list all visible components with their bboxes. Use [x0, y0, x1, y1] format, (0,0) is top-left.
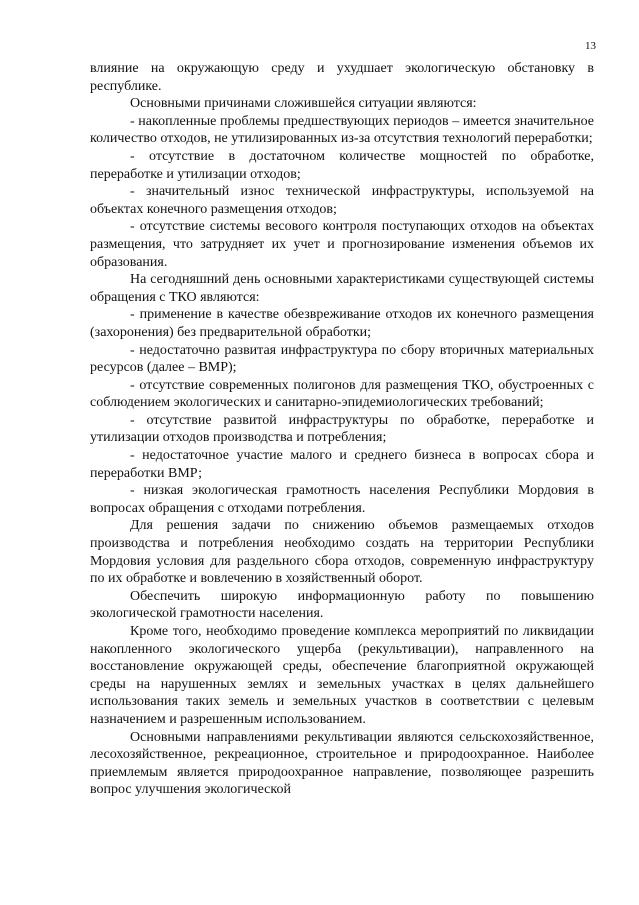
paragraph: Обеспечить широкую информационную работу по повышению экологической грамотности населения. — [90, 588, 594, 622]
list-item: - отсутствие системы весового контроля поступающих отходов на объектах размещения, что затрудняет их учет и прогнозирование изменения объемов их образования. — [90, 219, 594, 270]
list-item: - низкая экологическая грамотность населения Республики Мордовия в вопросах обращения с отходами потребления. — [90, 483, 594, 516]
list-item: - отсутствие развитой инфраструктуры по обработке, переработке и утилизации отходов производства и потребления; — [90, 412, 594, 446]
paragraph: Для решения задачи по снижению объемов размещаемых отходов производства и потребления необходимо создать на территории Республики Мордовия условия для раздельного сбора отходов, современную инфраструктуру по их обработке и вовлечению в хозяйственный оборот. — [90, 518, 594, 587]
paragraph: влияние на окружающую среду и ухудшает экологическую обстановку в республике. — [90, 61, 594, 94]
list-item: - накопленные проблемы предшествующих периодов – имеется значительное количество отходов, не утилизированных из-за отсутствия технологий переработки; — [90, 113, 594, 147]
page-number: 13 — [585, 40, 596, 52]
paragraph: На сегодняшний день основными характеристиками существующей системы обращения с ТКО являются: — [90, 272, 594, 305]
list-item: - отсутствие современных полигонов для размещения ТКО, обустроенных с соблюдением экологических и санитарно-эпидемиологических требований; — [90, 377, 594, 411]
list-item: - отсутствие в достаточном количестве мощностей по обработке, переработке и утилизации отходов; — [90, 148, 594, 182]
list-item: - значительный износ технической инфраструктуры, используемой на объектах конечного размещения отходов; — [90, 184, 594, 217]
list-item: - применение в качестве обезвреживание отходов их конечного размещения (захоронения) без предварительной обработки; — [90, 307, 594, 340]
paragraph: Основными причинами сложившейся ситуации являются: — [130, 96, 477, 112]
list-item: - недостаточно развитая инфраструктура по сбору вторичных материальных ресурсов (далее – ВМР); — [90, 342, 594, 376]
list-item: - недостаточное участие малого и среднего бизнеса в вопросах сбора и переработки ВМР; — [90, 448, 594, 481]
paragraph: Основными направлениями рекультивации являются сельскохозяйственное, лесохозяйственное, рекреационное, строительное и природоохранное. Наиболее приемлемым является природоохранное направление, позволяющее разрешить вопрос улучшения экологической — [90, 729, 594, 798]
paragraph: Кроме того, необходимо проведение комплекса мероприятий по ликвидации накопленного экологического ущерба (рекультивации), направленного на восстановление окружающей среды, обеспечение благоприятной окружающей среды на нарушенных землях и земельных участках в целях дальнейшего использования таких земель и земельных участков в соответствии с целевым назначением и разрешенным использованием. — [90, 624, 594, 727]
document-body — [90, 60, 594, 799]
